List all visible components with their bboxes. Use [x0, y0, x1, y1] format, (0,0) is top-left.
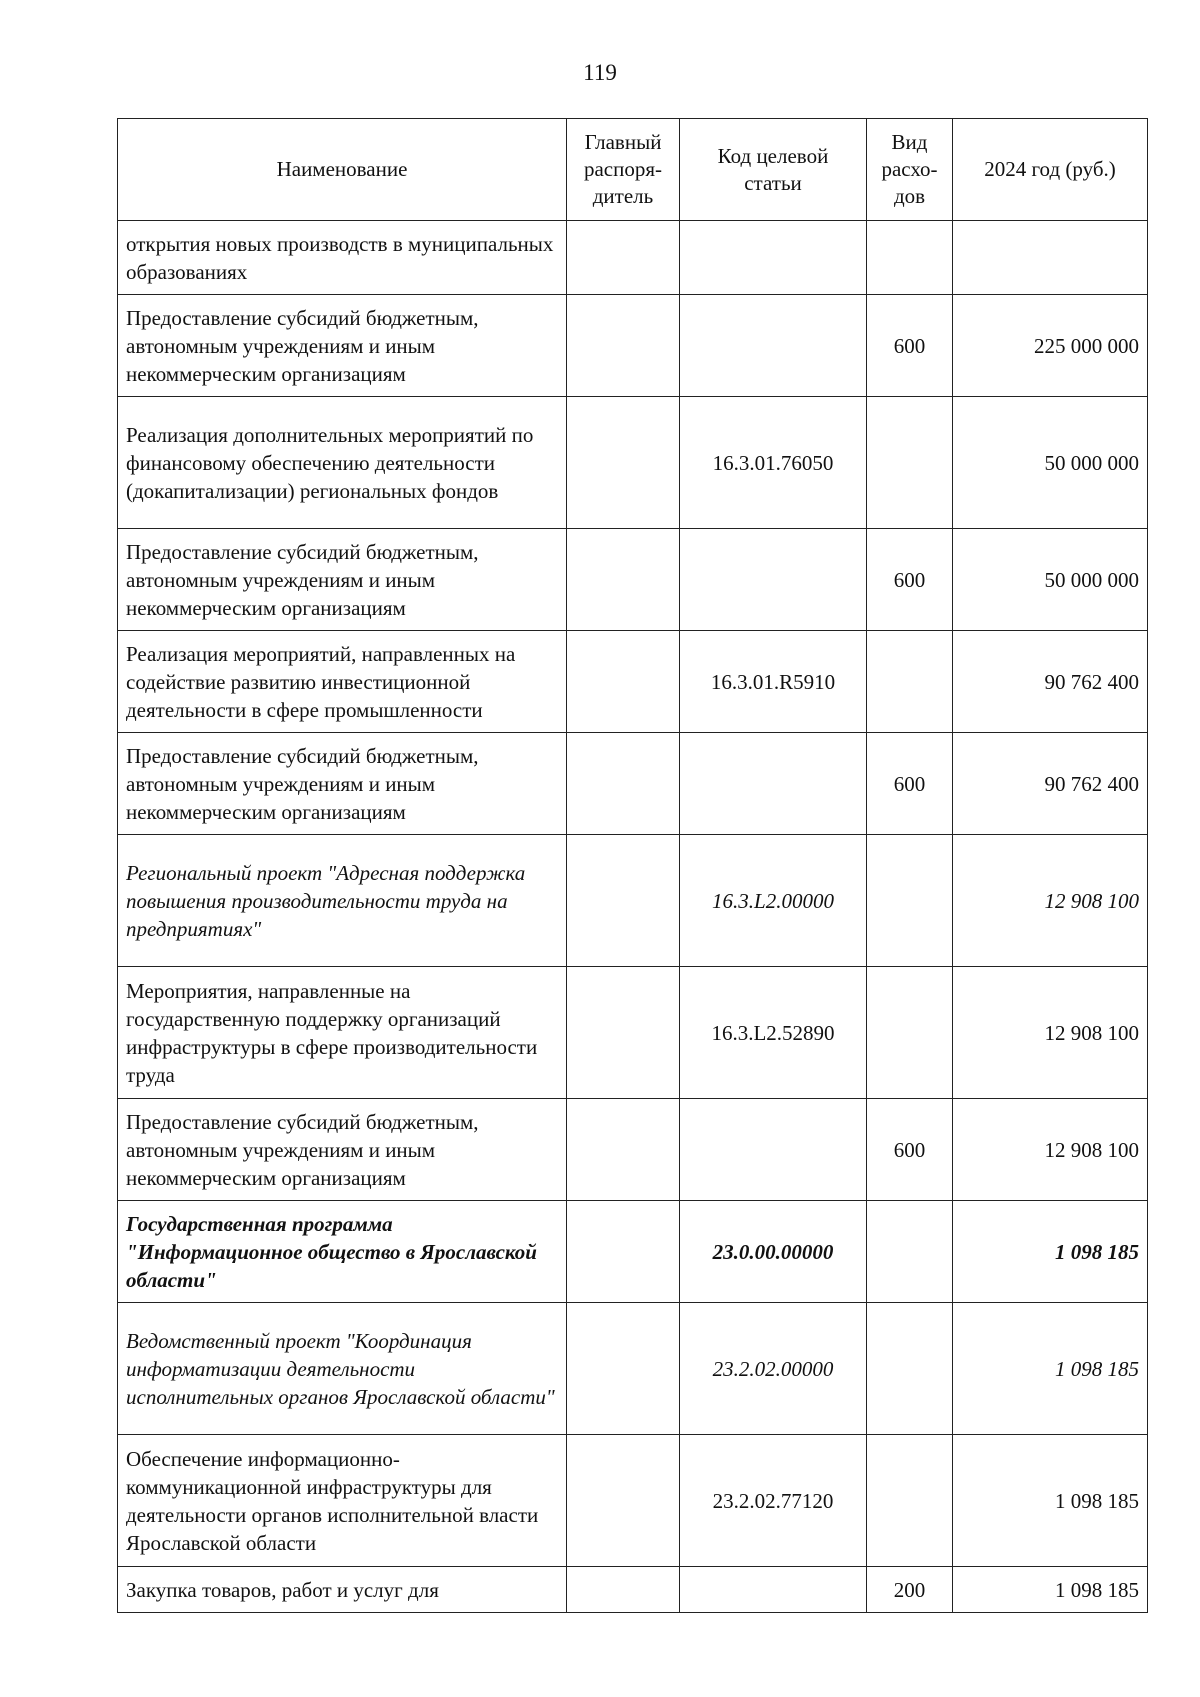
table-row	[118, 1099, 1148, 1201]
cell-amount: 50 000 000	[953, 529, 1148, 631]
cell-manager	[567, 1201, 680, 1303]
cell-kind: 600	[867, 733, 953, 835]
column-header-manager: Главный распоря-дитель	[567, 119, 680, 221]
cell-kind	[867, 631, 953, 733]
cell-code	[680, 1099, 867, 1201]
cell-name: Предоставление субсидий бюджетным, автономным учреждениям и иным некоммерческим организациям	[118, 733, 567, 835]
cell-name: Закупка товаров, работ и услуг для	[118, 1567, 567, 1613]
cell-code: 23.2.02.00000	[680, 1303, 867, 1435]
cell-manager	[567, 295, 680, 397]
cell-manager	[567, 221, 680, 295]
table-body	[118, 221, 1148, 1613]
cell-code	[680, 1567, 867, 1613]
cell-amount: 1 098 185	[953, 1201, 1148, 1303]
table-row	[118, 397, 1148, 529]
cell-amount: 1 098 185	[953, 1567, 1148, 1613]
cell-code: 16.3.L2.52890	[680, 967, 867, 1099]
cell-name: Региональный проект "Адресная поддержка повышения производительности труда на предприятиях"	[118, 835, 567, 967]
cell-name: Мероприятия, направленные на государственную поддержку организаций инфраструктуры в сфере производительности труда	[118, 967, 567, 1099]
cell-kind	[867, 1201, 953, 1303]
table-row	[118, 529, 1148, 631]
table-row	[118, 835, 1148, 967]
cell-code: 16.3.01.76050	[680, 397, 867, 529]
cell-amount: 90 762 400	[953, 631, 1148, 733]
column-header-name: Наименование	[118, 119, 567, 221]
cell-amount: 225 000 000	[953, 295, 1148, 397]
cell-kind: 600	[867, 295, 953, 397]
table-row	[118, 1567, 1148, 1613]
cell-kind: 200	[867, 1567, 953, 1613]
cell-amount: 1 098 185	[953, 1303, 1148, 1435]
cell-kind	[867, 397, 953, 529]
column-header-code: Код целевой статьи	[680, 119, 867, 221]
cell-amount: 12 908 100	[953, 967, 1148, 1099]
cell-amount: 50 000 000	[953, 397, 1148, 529]
cell-manager	[567, 529, 680, 631]
cell-manager	[567, 397, 680, 529]
page-number: 119	[583, 60, 617, 85]
cell-amount	[953, 221, 1148, 295]
cell-manager	[567, 1435, 680, 1567]
cell-manager	[567, 967, 680, 1099]
cell-code: 23.2.02.77120	[680, 1435, 867, 1567]
cell-kind	[867, 1435, 953, 1567]
cell-kind	[867, 221, 953, 295]
cell-name: Реализация дополнительных мероприятий по финансовому обеспечению деятельности (докапитализации) региональных фондов	[118, 397, 567, 529]
column-header-kind: Вид расхо-дов	[867, 119, 953, 221]
cell-code	[680, 221, 867, 295]
table-row	[118, 733, 1148, 835]
cell-kind	[867, 835, 953, 967]
table-row	[118, 967, 1148, 1099]
cell-manager	[567, 733, 680, 835]
cell-name: Предоставление субсидий бюджетным, автономным учреждениям и иным некоммерческим организациям	[118, 1099, 567, 1201]
cell-code	[680, 295, 867, 397]
cell-code	[680, 529, 867, 631]
cell-manager	[567, 1303, 680, 1435]
table-row	[118, 1201, 1148, 1303]
table-row	[118, 1435, 1148, 1567]
cell-amount: 90 762 400	[953, 733, 1148, 835]
cell-amount: 12 908 100	[953, 835, 1148, 967]
table-row	[118, 221, 1148, 295]
table-row	[118, 1303, 1148, 1435]
budget-table	[117, 118, 1148, 1613]
cell-kind	[867, 1303, 953, 1435]
cell-kind	[867, 967, 953, 1099]
cell-code: 16.3.L2.00000	[680, 835, 867, 967]
table-row	[118, 631, 1148, 733]
cell-kind: 600	[867, 529, 953, 631]
cell-amount: 1 098 185	[953, 1435, 1148, 1567]
cell-name: Государственная программа "Информационное общество в Ярославской области"	[118, 1201, 567, 1303]
cell-code	[680, 733, 867, 835]
cell-code: 23.0.00.00000	[680, 1201, 867, 1303]
cell-name: Предоставление субсидий бюджетным, автономным учреждениям и иным некоммерческим организациям	[118, 295, 567, 397]
cell-name: открытия новых производств в муниципальных образованиях	[118, 221, 567, 295]
cell-manager	[567, 1099, 680, 1201]
cell-name: Реализация мероприятий, направленных на содействие развитию инвестиционной деятельности в сфере промышленности	[118, 631, 567, 733]
cell-amount: 12 908 100	[953, 1099, 1148, 1201]
table-row	[118, 295, 1148, 397]
cell-manager	[567, 835, 680, 967]
cell-kind: 600	[867, 1099, 953, 1201]
cell-name: Обеспечение информационно-коммуникационной инфраструктуры для деятельности органов исполнительной власти Ярославской области	[118, 1435, 567, 1567]
cell-manager	[567, 631, 680, 733]
cell-name: Ведомственный проект "Координация информатизации деятельности исполнительных органов Ярославской области"	[118, 1303, 567, 1435]
column-header-amount: 2024 год (руб.)	[953, 119, 1148, 221]
cell-name: Предоставление субсидий бюджетным, автономным учреждениям и иным некоммерческим организациям	[118, 529, 567, 631]
cell-manager	[567, 1567, 680, 1613]
table-header-row	[118, 119, 1148, 221]
cell-code: 16.3.01.R5910	[680, 631, 867, 733]
